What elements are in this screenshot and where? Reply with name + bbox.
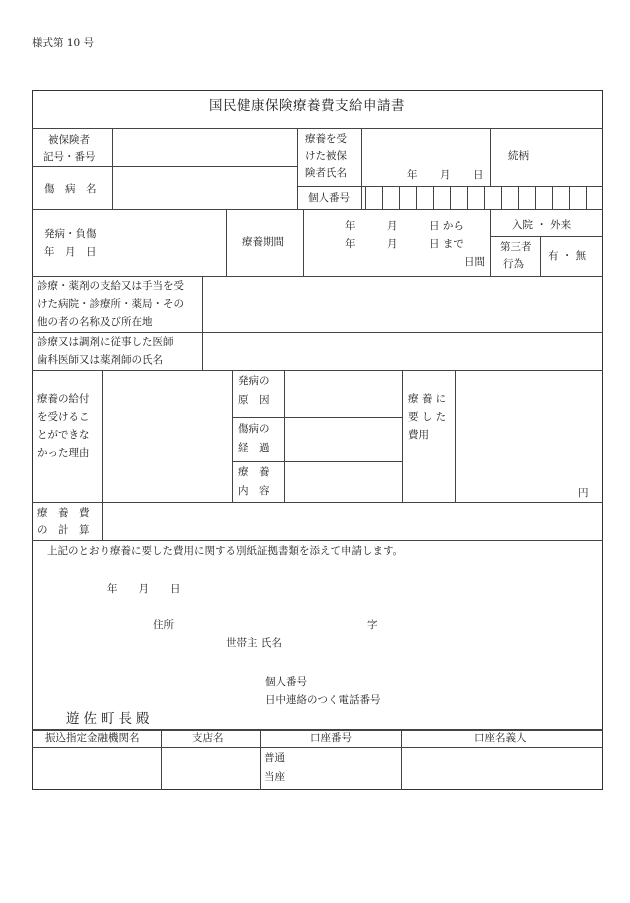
account-type-current: 当座 <box>264 771 285 783</box>
bank-header-branch: 支店名 <box>192 732 224 744</box>
reason-label-3: とができな <box>37 429 90 441</box>
bank-header-account-number: 口座番号 <box>310 732 352 744</box>
calc-label-2: の 計 算 <box>37 524 90 536</box>
provider-label: 診療・薬剤の支給又は手当を受 <box>37 280 184 292</box>
inout-label: 入院 ・ 外来 <box>512 219 572 231</box>
insured-id-label-2: 記号・番号 <box>43 151 96 163</box>
account-type-ordinary: 普通 <box>264 752 285 764</box>
apply-date: 年 月 日 <box>107 583 181 595</box>
cost-label-2: 要 し た <box>408 411 447 423</box>
insured-id-label: 被保険者 <box>48 134 90 146</box>
relation-label: 続柄 <box>508 150 529 162</box>
doctor-label-2: 歯科医師又は薬剤師の氏名 <box>37 354 163 366</box>
content-label-2: 内 容 <box>238 485 270 497</box>
phone-label: 日中連絡のつく電話番号 <box>265 694 381 706</box>
cost-label: 療 養 に <box>408 393 447 405</box>
progress-label: 傷病の <box>238 423 270 435</box>
seal-mark: 字 <box>367 619 378 631</box>
bank-header-account-holder: 口座名義人 <box>474 732 527 744</box>
bank-header-institution: 振込指定金融機関名 <box>45 732 140 744</box>
progress-label-2: 経 過 <box>238 442 270 454</box>
provider-label-2: けた病院・診療所・薬局・その <box>37 298 184 310</box>
form-number: 様式第 10 号 <box>32 37 95 49</box>
recipient: 遊佐町長殿 <box>66 711 154 727</box>
reason-label-2: を受けるこ <box>37 411 90 423</box>
calc-label: 療 養 費 <box>37 507 90 519</box>
address-label: 住所 <box>153 619 174 631</box>
third-party-label: 第三者 <box>500 241 532 253</box>
onset-date-label-2: 年 月 日 <box>44 246 97 258</box>
reason-label: 療養の給付 <box>37 393 90 405</box>
householder-label: 世帯主 氏名 <box>226 637 282 649</box>
third-party-value: 有 ・ 無 <box>548 250 587 262</box>
insured-name-label-3: 険者氏名 <box>305 167 347 179</box>
insured-name-label: 療養を受 <box>305 133 347 145</box>
disease-name-label: 傷 病 名 <box>44 183 97 195</box>
cause-label: 発病の <box>238 375 270 387</box>
date-mark: 年 月 日 <box>407 169 490 181</box>
period-from: 年 月 日 から <box>345 220 464 232</box>
cost-label-3: 費用 <box>408 429 429 441</box>
period-days: 日間 <box>464 256 485 268</box>
reason-label-4: かった理由 <box>37 447 90 459</box>
personal-number-label: 個人番号 <box>308 192 350 204</box>
form-title: 国民健康保険療養費支給申請書 <box>209 98 405 114</box>
treatment-period-label: 療養期間 <box>242 236 284 248</box>
personal-number-footer: 個人番号 <box>265 676 307 688</box>
onset-date-label: 発病・負傷 <box>44 228 97 240</box>
yen-mark: 円 <box>578 487 589 499</box>
insured-name-label-2: けた被保 <box>305 150 347 162</box>
period-to: 年 月 日 まで <box>345 238 464 250</box>
content-label: 療 養 <box>238 466 270 478</box>
declaration: 上記のとおり療養に要した費用に関する別紙証拠書類を添えて申請します。 <box>47 545 404 557</box>
cause-label-2: 原 因 <box>238 394 270 406</box>
provider-label-3: 他の者の名称及び所在地 <box>37 316 153 328</box>
doctor-label: 診療又は調剤に従事した医師 <box>37 336 174 348</box>
third-party-label-2: 行為 <box>503 258 524 270</box>
